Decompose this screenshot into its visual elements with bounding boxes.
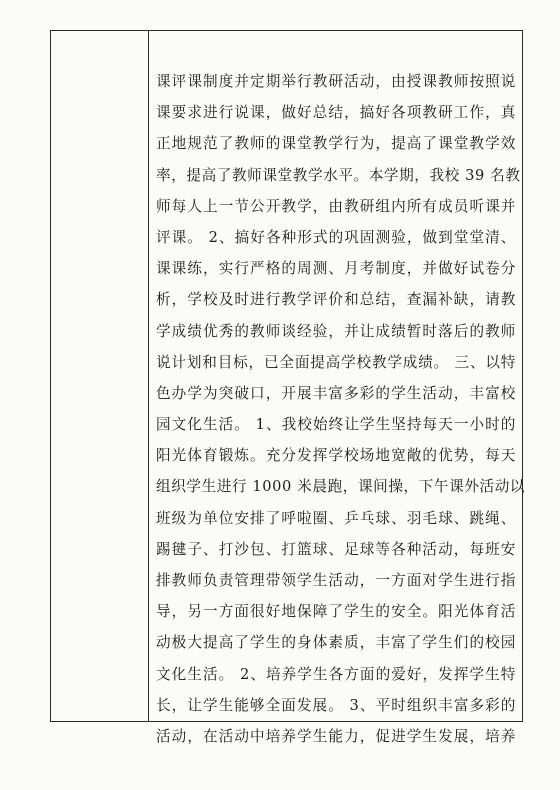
text-line: 动极大提高了学生的身体素质，丰富了学生们的校园	[156, 634, 516, 652]
column-divider	[148, 30, 149, 722]
text-line: 学成绩优秀的教师谈经验，并让成绩暂时落后的教师	[156, 322, 516, 340]
text-line: 评课。 2、搞好各种形式的巩固测验，做到堂堂清、	[156, 228, 516, 246]
table-content-cell	[156, 66, 526, 752]
text-line: 踢毽子、打沙包、打篮球、足球等各种活动，每班安	[156, 540, 516, 558]
text-line: 说计划和目标，已全面提高学校教学成绩。 三、以特	[156, 353, 516, 371]
text-line: 导，另一方面很好地保障了学生的安全。阳光体育活	[156, 603, 516, 621]
text-line: 析，学校及时进行教学评价和总结，查漏补缺，请教	[156, 291, 516, 309]
text-line: 长，让学生能够全面发展。 3、平时组织丰富多彩的	[156, 696, 516, 714]
text-line: 文化生活。 2、培养学生各方面的爱好，发挥学生特	[156, 665, 516, 683]
text-line: 阳光体育锻炼。充分发挥学校场地宽敞的优势，每天	[156, 447, 516, 465]
text-line: 正地规范了教师的课堂教学行为，提高了课堂教学效	[156, 135, 516, 153]
text-line: 率，提高了教师课堂教学水平。本学期，我校 39 名教	[156, 166, 521, 184]
text-line: 排教师负责管理带领学生活动，一方面对学生进行指	[156, 572, 516, 589]
text-line: 组织学生进行 1000 米晨跑，课间操，下午课外活动以	[156, 478, 526, 496]
text-line: 活动，在活动中培养学生能力，促进学生发展，培养	[156, 727, 516, 745]
text-line: 师每人上一节公开教学，由教研组内所有成员听课并	[156, 197, 516, 215]
text-line: 色办学为突破口，开展丰富多彩的学生活动，丰富校	[156, 384, 516, 402]
table-left-cell	[50, 30, 148, 722]
text-line: 园文化生活。 1、我校始终让学生坚持每天一小时的	[156, 416, 516, 434]
text-line: 课课练，实行严格的周测、月考制度，并做好试卷分	[156, 260, 516, 278]
text-line: 班级为单位安排了呼啦圈、乒乓球、羽毛球、跳绳、	[156, 509, 516, 527]
text-line: 课评课制度并定期举行教研活动，由授课教师按照说	[156, 73, 516, 90]
text-line: 课要求进行说课，做好总结，搞好各项教研工作，真	[156, 104, 516, 122]
